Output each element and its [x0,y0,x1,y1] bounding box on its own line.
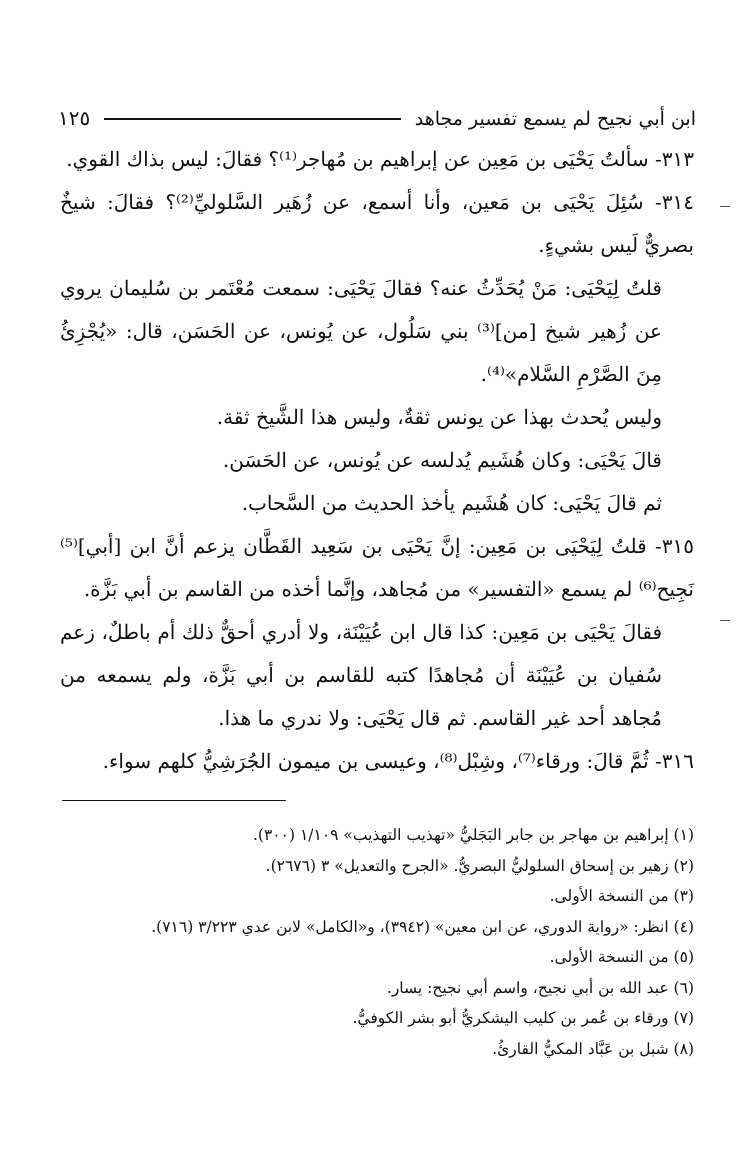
footnote-3: (٣) من النسخة الأولى. [549,887,694,905]
footnotes [60,820,694,1064]
entry-316: ٣١٦- ثُمَّ قالَ: ورقاء⁽⁷⁾، وشِبْل⁽⁸⁾، وعيسى بن ميمون الجُرَشِيُّ كلهم سواء. [102,749,694,773]
footnote-1: (١) إبراهيم بن مهاجر بن جابر البَجَليُّ «تهذيب التهذيب» ١/١٠٩ (٣٠٠). [253,826,694,844]
entry-314-paragraph-2: قلتُ لِيَحْيَى: مَنْ يُحَدِّثُ عنه؟ فقالَ يَحْيَى: سمعت مُعْتَمر بن سُليمان يروي عن زُهير شيخ [من]⁽³⁾ بني سَلُول، عن يُونس، عن الحَسَن، قال: «يُجْزِئُ مِنَ الصَّرْمِ السَّلام»⁽⁴⁾. [60,276,662,386]
running-title: ابن أبي نجيح لم يسمع تفسير مجاهد [414,108,696,130]
footnote-2: (٢) زهير بن إسحاق السلوليُّ البصريُّ. «الجرح والتعديل» ٣ (٢٦٧٦). [265,856,694,875]
entry-314-paragraph-5: ثم قالَ يَحْيَى: كان هُشَيم يأخذ الحديث من السَّحاب. [241,491,662,515]
margin-tick [720,206,730,207]
footnote-7: (٧) ورقاء بن عُمر بن كليب اليشكريُّ أبو بشر الكوفيُّ. [352,1009,694,1027]
entry-315-paragraph-2: فقالَ يَحْيَى بن مَعِين: كذا قال ابن عُيَيْنَة، ولا أدري أحقٌّ ذلك أم باطلٌ، زعم سُفيان بن عُيَيْنَة أن مُجاهدًا كتبه للقاسم بن أبي بَزَّة، ولم يسمعه من مُجاهد أحد غير القاسم. ثم قال يَحْيَى: ولا ندري ما هذا. [60,620,662,730]
entry-315: ٣١٥- قلتُ لِيَحْيَى بن مَعِين: إنَّ يَحْيَى بن سَعِيد القَطَّان يزعم أنَّ ابن [أبي]⁽⁵⁾ نَجِيح⁽⁶⁾ لم يسمع «التفسير» من مُجاهد، وإنَّما أخذه من القاسم بن أبي بَزَّة. [60,534,694,601]
entry-314: ٣١٤- سُئِلَ يَحْيَى بن مَعين، وأنا أسمع، عن زُهَير السَّلوليِّ⁽²⁾؟ فقالَ: شيخٌ بصريٌّ لَيس بشيءٍ. [60,190,694,257]
header-rule [104,118,400,120]
page-number: ١٢٥ [58,106,91,130]
footnote-5: (٥) من النسخة الأولى. [549,948,694,966]
page-header [58,96,696,130]
entry-314-paragraph-3: وليس يُحدث بهذا عن يونس ثقةٌ، وليس هذا الشَّيخ ثقة. [216,405,662,429]
footnote-6: (٦) عبد الله بن أبي نجيح، واسم أبي نجيح: يسار. [386,978,694,997]
margin-tick [720,620,730,621]
footnote-4: (٤) انظر: «رواية الدوري، عن ابن معين» (٣٩٤٢)، و«الكامل» لابن عدي ٣/٢٢٣ (٧١٦). [151,917,694,936]
entry-314-paragraph-4: قالَ يَحْيَى: وكان هُشَيم يُدلسه عن يُونس، عن الحَسَن. [222,448,662,472]
main-text [60,138,694,783]
footnote-separator [62,800,286,801]
footnote-8: (٨) شبل بن عَبَّاد المكيُّ القارئُ. [492,1039,694,1058]
entry-313: ٣١٣- سألتُ يَحْيَى بن مَعِين عن إبراهيم بن مُهاجر⁽¹⁾؟ فقالَ: ليس بذاك القوي. [66,147,694,171]
